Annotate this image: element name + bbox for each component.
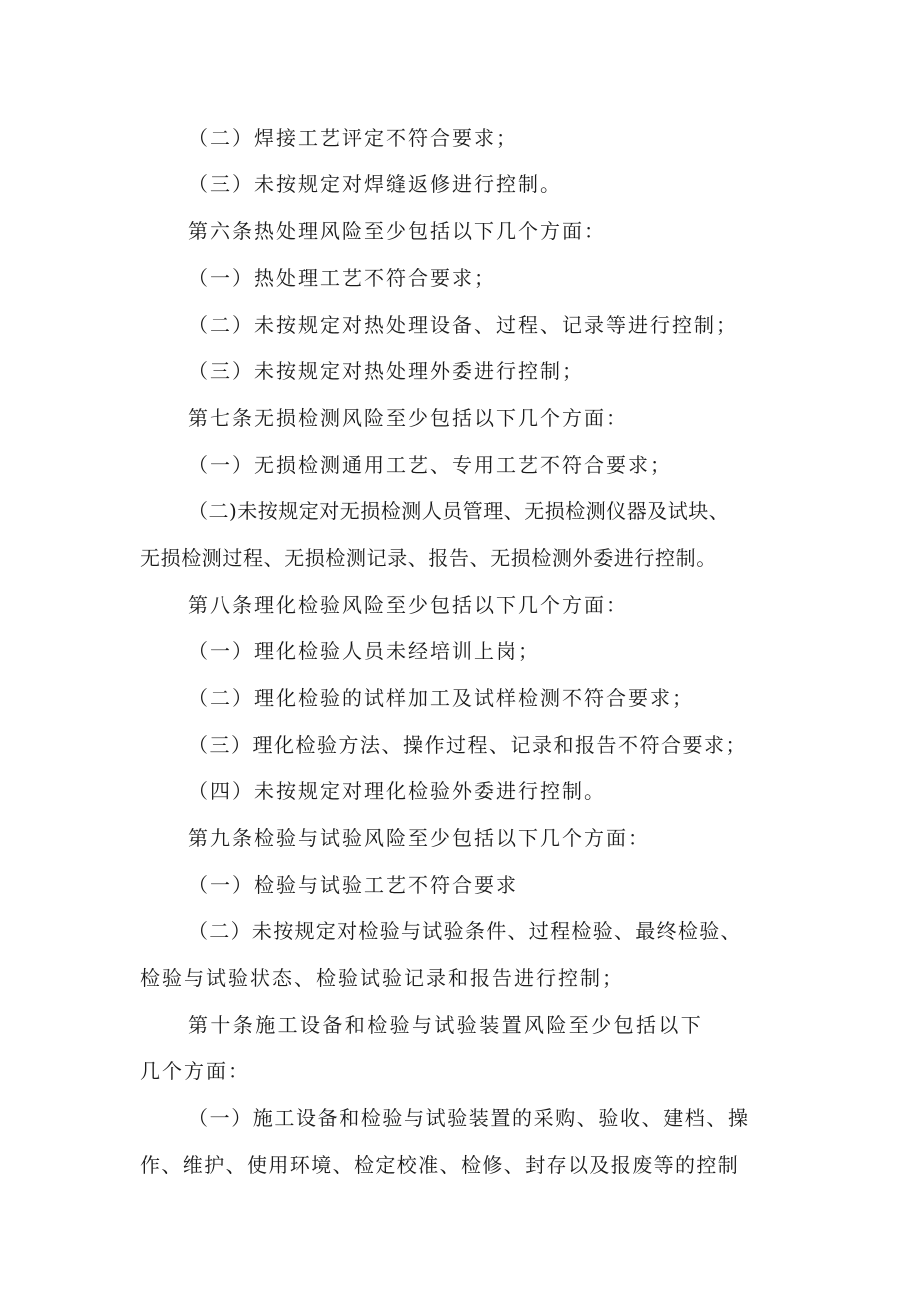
document-line: （一）检验与试验工艺不符合要求 <box>188 873 518 897</box>
document-line: （一）热处理工艺不符合要求； <box>188 266 496 290</box>
document-line: （二）未按规定对热处理设备、过程、记录等进行控制； <box>188 313 738 337</box>
document-line: 无损检测过程、无损检测记录、报告、无损检测外委进行控制。 <box>140 546 717 570</box>
article-heading: 第七条无损检测风险至少包括以下几个方面： <box>188 406 628 430</box>
article-heading: 第九条检验与试验风险至少包括以下几个方面： <box>188 826 650 850</box>
document-line: 几个方面： <box>140 1059 250 1083</box>
article-heading: 第六条热处理风险至少包括以下几个方面： <box>188 219 606 243</box>
document-line: （三）理化检验方法、操作过程、记录和报告不符合要求； <box>188 733 747 757</box>
document-line: （二)未按规定对无损检测人员管理、无损检测仪器及试块、 <box>188 499 730 523</box>
document-line: （三）未按规定对热处理外委进行控制； <box>188 359 584 383</box>
document-line: （一）施工设备和检验与试验装置的采购、验收、建档、操 <box>188 1106 750 1130</box>
document-line: （三）未按规定对焊缝返修进行控制。 <box>188 172 562 196</box>
document-line: （一）理化检验人员未经培训上岗； <box>188 639 540 663</box>
document-line: 检验与试验状态、检验试验记录和报告进行控制； <box>140 966 624 990</box>
article-heading: 第十条施工设备和检验与试验装置风险至少包括以下 <box>188 1013 704 1037</box>
article-heading: 第八条理化检验风险至少包括以下几个方面： <box>188 593 628 617</box>
document-line: （二）理化检验的试样加工及试样检测不符合要求； <box>188 686 694 710</box>
document-line: （二）未按规定对检验与试验条件、过程检验、最终检验、 <box>188 919 742 943</box>
document-line: 作、维护、使用环境、检定校准、检修、封存以及报废等的控制 <box>140 1153 740 1177</box>
document-line: （一）无损检测通用工艺、专用工艺不符合要求； <box>188 453 672 477</box>
document-line: （四）未按规定对理化检验外委进行控制。 <box>188 779 606 803</box>
document-line: （二）焊接工艺评定不符合要求； <box>188 126 518 150</box>
